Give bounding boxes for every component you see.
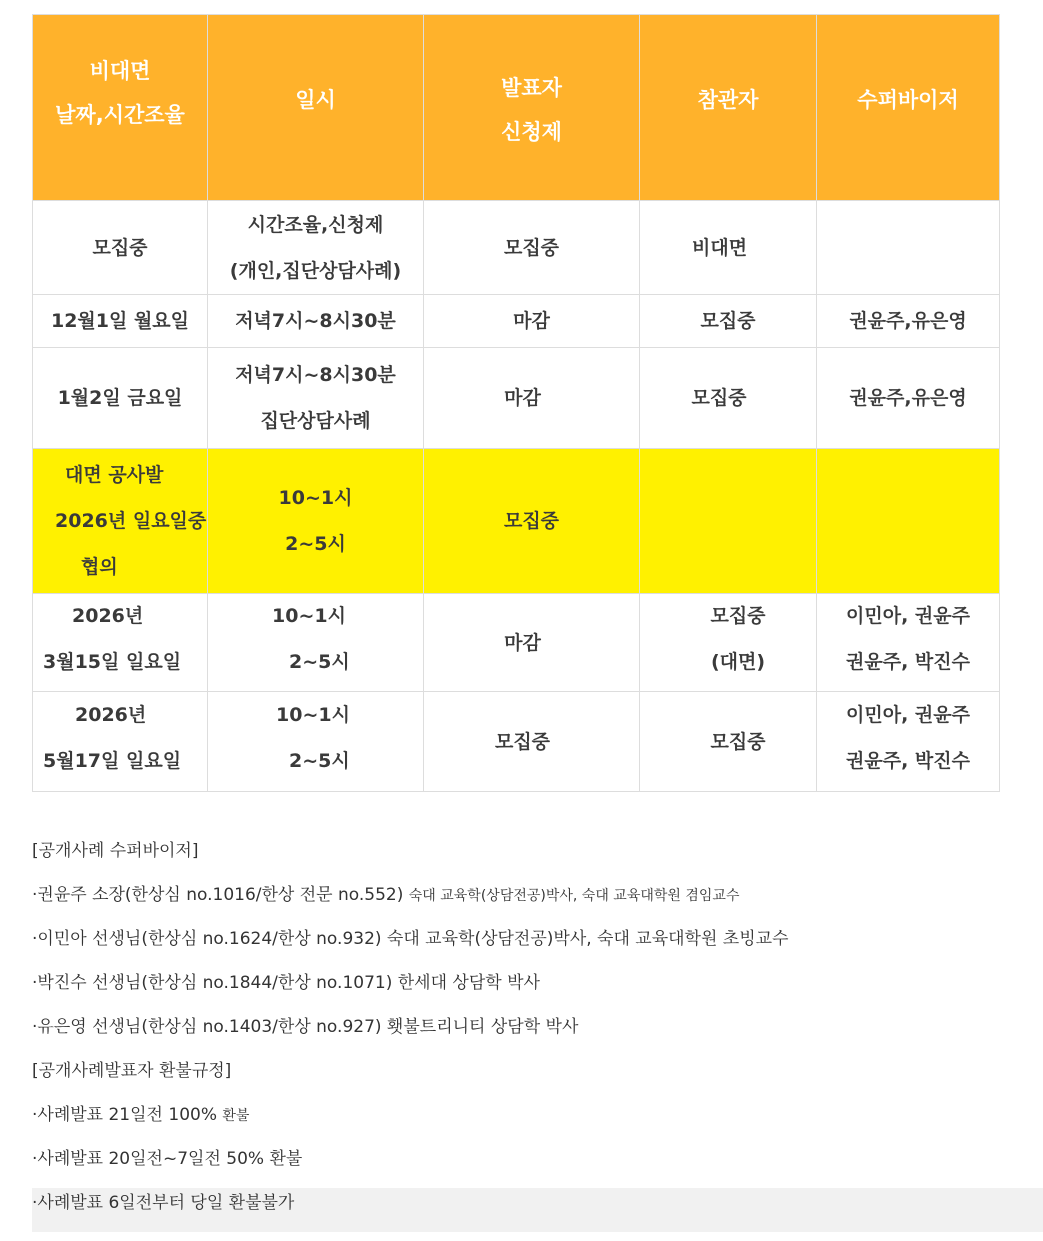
table-cell: 10~1시 2~5시 — [208, 594, 424, 692]
table-cell: 대면 공사발 2026년 일요일중 협의 — [33, 449, 208, 594]
table-cell: 모집중 — [424, 449, 640, 594]
table-header-row — [33, 15, 1000, 201]
table-cell: 마감 — [424, 295, 640, 348]
table-cell: 모집중 — [33, 201, 208, 295]
table-cell: 마감 — [424, 348, 640, 449]
table-cell: 권윤주,유은영 — [817, 348, 1000, 449]
table-cell: 마감 — [424, 594, 640, 692]
refund-section-title: [공개사례발표자 환불규정] — [32, 1061, 232, 1081]
table-cell — [817, 201, 1000, 295]
header-cell: 발표자 신청제 — [424, 15, 640, 201]
table-cell: 2026년 5월17일 일요일 — [33, 692, 208, 792]
table-cell: 모집중 — [424, 201, 640, 295]
schedule-table — [32, 14, 1000, 792]
supervisor-item: ·이민아 선생님(한상심 no.1624/한상 no.932) 숙대 교육학(상담전공)박사, 숙대 교육대학원 초빙교수 — [32, 929, 789, 949]
table-cell: 2026년 3월15일 일요일 — [33, 594, 208, 692]
table-cell: 12월1일 월요일 — [33, 295, 208, 348]
table-cell: 모집중 — [640, 348, 817, 449]
table-cell — [640, 449, 817, 594]
table-cell: 모집중 — [640, 295, 817, 348]
table-row-highlight — [33, 449, 1000, 594]
header-cell: 일시 — [208, 15, 424, 201]
table-cell: 비대면 — [640, 201, 817, 295]
table-cell — [817, 449, 1000, 594]
refund-item: ·사례발표 6일전부터 당일 환불불가 — [32, 1188, 1043, 1232]
table-row — [33, 594, 1000, 692]
header-cell: 참관자 — [640, 15, 817, 201]
table-cell: 10~1시 2~5시 — [208, 692, 424, 792]
supervisor-section-title: [공개사례 수퍼바이저] — [32, 841, 199, 861]
table-row — [33, 692, 1000, 792]
table-cell: 모집중 (대면) — [640, 594, 817, 692]
header-cell: 수퍼바이저 — [817, 15, 1000, 201]
supervisor-item: ·박진수 선생님(한상심 no.1844/한상 no.1071) 한세대 상담학 박사 — [32, 973, 540, 993]
table-cell: 1월2일 금요일 — [33, 348, 208, 449]
refund-item: ·사례발표 21일전 100% 환불 — [32, 1105, 250, 1125]
table-cell: 저녁7시~8시30분 — [208, 295, 424, 348]
table-cell: 모집중 — [424, 692, 640, 792]
supervisor-item: ·유은영 선생님(한상심 no.1403/한상 no.927) 횃불트리니티 상담학 박사 — [32, 1017, 579, 1037]
header-cell: 비대면 날짜,시간조율 — [33, 15, 208, 201]
notes-section — [32, 836, 1043, 1232]
table-cell: 모집중 — [640, 692, 817, 792]
table-cell: 저녁7시~8시30분 집단상담사례 — [208, 348, 424, 449]
table-cell: 이민아, 권윤주 권윤주, 박진수 — [817, 594, 1000, 692]
table-row — [33, 201, 1000, 295]
refund-item: ·사례발표 20일전~7일전 50% 환불 — [32, 1149, 303, 1169]
table-row — [33, 295, 1000, 348]
table-row — [33, 348, 1000, 449]
table-cell: 시간조율,신청제 (개인,집단상담사례) — [208, 201, 424, 295]
supervisor-item: ·권윤주 소장(한상심 no.1016/한상 전문 no.552) 숙대 교육학(상담전공)박사, 숙대 교육대학원 겸임교수 — [32, 885, 740, 905]
table-cell: 권윤주,유은영 — [817, 295, 1000, 348]
table-cell: 10~1시 2~5시 — [208, 449, 424, 594]
table-cell: 이민아, 권윤주 권윤주, 박진수 — [817, 692, 1000, 792]
